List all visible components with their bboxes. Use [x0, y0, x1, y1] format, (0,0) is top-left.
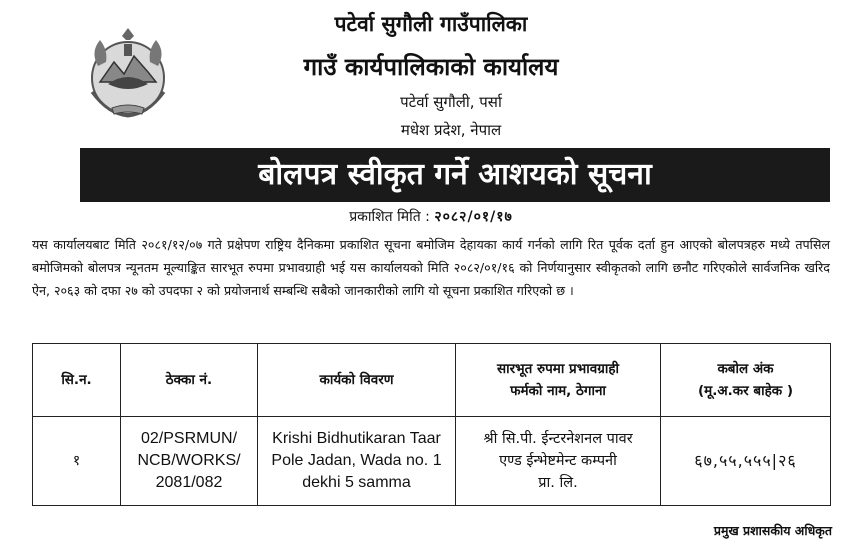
address-line-1: पटेर्वा सुगौली, पर्सा	[400, 93, 502, 111]
address-line-2: मधेश प्रदेश, नेपाल	[400, 121, 502, 139]
published-date: २०८२/०१/१७	[434, 209, 513, 225]
header-amount-line-2: (मू.अ.कर बाहेक )	[697, 383, 793, 399]
table-header-row	[33, 344, 831, 417]
contract-line-3: 2081/082	[155, 474, 223, 491]
contract-line-2: NCB/WORKS/	[137, 452, 241, 469]
table-row	[33, 417, 831, 506]
cell-contract-no	[121, 417, 258, 506]
signatory-title: प्रमुख प्रशासकीय अधिकृत	[713, 523, 832, 538]
header-amount-line-1: कबोल अंक	[717, 361, 774, 377]
firm-line-1: श्री सि.पी. ईन्टरनेशनल पावर	[483, 431, 633, 447]
notice-title-banner	[80, 148, 830, 202]
municipality-name: पटेर्वा सुगौली गाउँपालिका	[334, 12, 528, 36]
desc-line-3: dekhi 5 samma	[302, 474, 411, 491]
award-table	[32, 343, 831, 506]
header-sn: सि.न.	[33, 344, 121, 417]
desc-line-1: Krishi Bidhutikaran Taar	[272, 430, 441, 447]
notice-body: यस कार्यालयबाट मिति २०८१/१२/०७ गते प्रक्षेपण राष्ट्रिय दैनिकमा प्रकाशित सूचना बमोजिम देहायका कार्य गर्नको लागि रित पूर्वक दर्ता हुन आएको बोलपत्रहरु मध्ये तपसिल बमोजिमको बोलपत्र न्यूनतम मूल्याङ्कित सारभूत रुपमा प्रभावग्राही भई यस कार्यालयको मिति २०८२/०१/१६ को निर्णयानुसार स्वीकृतको लागि छनौट गरिएकोले सार्वजनिक खरिद ऐन, २०६३ को दफा २७ को उपदफा २ को प्रयोजनार्थ सम्बन्धि सबैको जानकारीको लागि यो सूचना प्रकाशित गरिएको छ ।	[32, 237, 830, 298]
office-name: गाउँ कार्यपालिकाको कार्यालय	[303, 53, 559, 81]
header-firm-line-1: सारभूत रुपमा प्रभावग्राही	[497, 361, 619, 377]
cell-amount: ६७,५५,५५५|२६	[661, 417, 831, 506]
header-firm	[456, 344, 661, 417]
notice-title: बोलपत्र स्वीकृत गर्ने आशयको सूचना	[258, 157, 652, 192]
contract-line-1: 02/PSRMUN/	[140, 430, 238, 447]
header-firm-line-2: फर्मको नाम, ठेगाना	[510, 383, 606, 399]
firm-line-3: प्रा. लि.	[538, 475, 578, 491]
desc-line-2: Pole Jadan, Wada no. 1	[271, 452, 442, 469]
header-description: कार्यको विवरण	[258, 344, 456, 417]
header-amount	[661, 344, 831, 417]
cell-sn: १	[33, 417, 121, 506]
cell-firm	[456, 417, 661, 506]
cell-description	[258, 417, 456, 506]
published-label: प्रकाशित मिति :	[349, 209, 430, 225]
header-contract-no: ठेक्का नं.	[121, 344, 258, 417]
published-date-line	[0, 207, 862, 226]
firm-line-2: एण्ड ईन्भेष्टमेन्ट कम्पनी	[499, 453, 617, 469]
